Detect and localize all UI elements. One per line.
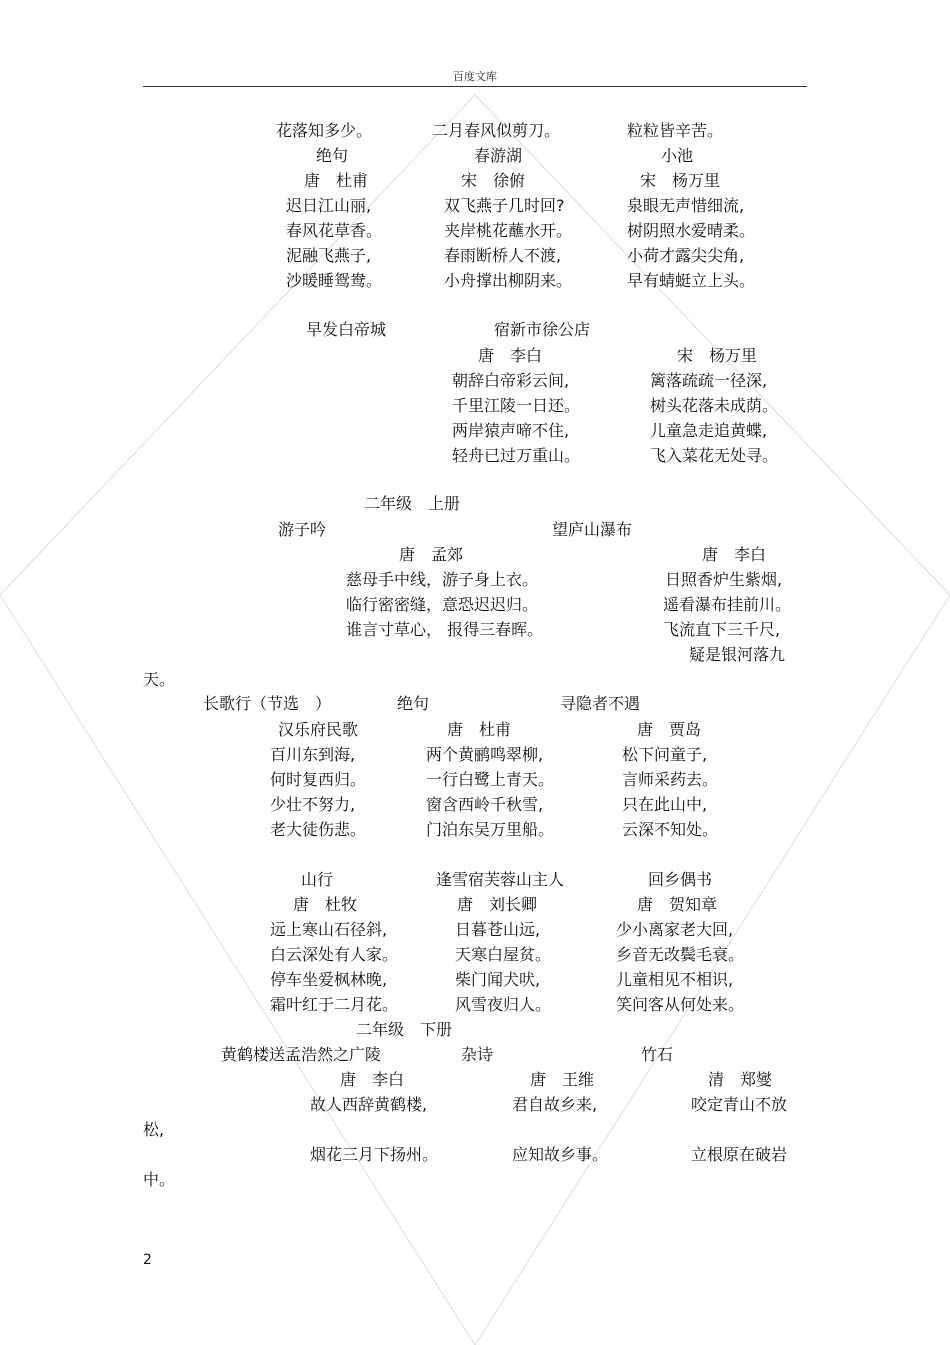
text-line: 黄鹤楼送孟浩然之广陵	[221, 1045, 382, 1064]
text-line: 夹岸桃花蘸水开。	[444, 221, 573, 240]
text-line: 唐 李白	[340, 1070, 405, 1089]
text-line: 疑是银河落九	[689, 645, 786, 664]
text-line: 寻隐者不遇	[560, 694, 641, 713]
text-line: 中。	[143, 1170, 176, 1189]
text-line: 轻舟已过万重山。	[452, 446, 581, 465]
text-line: 笑问客从何处来。	[616, 995, 745, 1014]
text-line: 慈母手中线，游子身上衣。	[346, 570, 539, 589]
text-line: 老大徒伤悲。	[270, 820, 367, 839]
text-line: 唐 贾岛	[637, 720, 702, 739]
text-line: 二年级 上册	[364, 494, 461, 513]
text-line: 云深不知处。	[622, 820, 719, 839]
text-line: 树头花落未成荫。	[650, 396, 779, 415]
text-line: 唐 杜甫	[304, 171, 369, 190]
text-line: 立根原在破岩	[691, 1145, 788, 1164]
text-line: 宋 徐俯	[461, 171, 526, 190]
text-line: 唐 李白	[478, 346, 543, 365]
text-line: 应知故乡事。	[512, 1145, 609, 1164]
text-line: 唐 刘长卿	[457, 895, 538, 914]
page-number: 2	[143, 1252, 152, 1268]
text-line: 竹石	[641, 1045, 674, 1064]
text-line: 唐 杜甫	[447, 720, 512, 739]
text-line: 回乡偶书	[648, 870, 713, 889]
text-line: 烟花三月下扬州。	[310, 1145, 439, 1164]
text-line: 春游湖	[474, 146, 523, 165]
text-line: 唐 贺知章	[637, 895, 718, 914]
text-line: 两岸猿声啼不住,	[452, 421, 570, 440]
text-line: 千里江陵一日还。	[452, 396, 581, 415]
text-line: 远上寒山石径斜,	[270, 920, 388, 939]
text-line: 游子吟	[278, 520, 327, 539]
text-line: 临行密密缝，意恐迟迟归。	[346, 595, 539, 614]
text-line: 天寒白屋贫。	[455, 945, 552, 964]
text-line: 霜叶红于二月花。	[270, 995, 399, 1014]
header-title: 百度文库	[453, 70, 497, 83]
text-line: 二年级 下册	[356, 1020, 453, 1039]
text-line: 长歌行（节选 ）	[203, 694, 332, 713]
text-line: 松下问童子,	[622, 745, 708, 764]
text-line: 白云深处有人家。	[270, 945, 399, 964]
text-line: 望庐山瀑布	[552, 520, 633, 539]
text-line: 迟日江山丽,	[286, 196, 372, 215]
text-line: 日照香炉生紫烟,	[665, 570, 783, 589]
text-line: 松,	[143, 1120, 165, 1139]
text-line: 飞入菜花无处寻。	[650, 446, 779, 465]
text-line: 泉眼无声惜细流,	[627, 196, 745, 215]
text-line: 遥看瀑布挂前川。	[663, 595, 792, 614]
text-line: 日暮苍山远,	[455, 920, 541, 939]
text-line: 小舟撑出柳阴来。	[444, 271, 573, 290]
text-line: 君自故乡来,	[512, 1095, 598, 1114]
text-line: 逢雪宿芙蓉山主人	[436, 870, 565, 889]
text-line: 天。	[143, 670, 176, 689]
text-line: 宋 杨万里	[677, 346, 758, 365]
text-line: 绝句	[397, 694, 430, 713]
text-line: 早有蜻蜓立上头。	[627, 271, 756, 290]
text-line: 唐 杜牧	[293, 895, 358, 914]
text-line: 花落知多少。	[276, 121, 373, 140]
text-line: 咬定青山不放	[691, 1095, 788, 1114]
text-line: 清 郑燮	[708, 1070, 773, 1089]
text-line: 泥融飞燕子,	[286, 246, 372, 265]
text-line: 两个黄鹂鸣翠柳,	[426, 745, 544, 764]
text-line: 乡音无改鬓毛衰。	[616, 945, 745, 964]
text-line: 小池	[661, 146, 694, 165]
text-line: 小荷才露尖尖角,	[627, 246, 745, 265]
text-line: 春雨断桥人不渡,	[444, 246, 562, 265]
text-line: 唐 孟郊	[399, 545, 464, 564]
text-line: 停车坐爱枫林晚,	[270, 970, 388, 989]
text-line: 宋 杨万里	[640, 171, 721, 190]
text-line: 二月春风似剪刀。	[432, 121, 561, 140]
text-line: 儿童相见不相识,	[616, 970, 734, 989]
text-line: 唐 李白	[702, 545, 767, 564]
text-line: 故人西辞黄鹤楼,	[310, 1095, 428, 1114]
text-line: 汉乐府民歌	[278, 720, 359, 739]
text-line: 宿新市徐公店	[494, 320, 591, 339]
text-line: 杂诗	[461, 1045, 494, 1064]
text-line: 何时复西归。	[270, 770, 367, 789]
text-line: 唐 王维	[530, 1070, 595, 1089]
text-line: 门泊东吴万里船。	[426, 820, 555, 839]
text-line: 谁言寸草心， 报得三春晖。	[346, 620, 544, 639]
text-line: 窗含西岭千秋雪,	[426, 795, 544, 814]
text-line: 百川东到海,	[270, 745, 356, 764]
text-line: 山行	[301, 870, 334, 889]
text-line: 绝句	[316, 146, 349, 165]
text-line: 柴门闻犬吠,	[455, 970, 541, 989]
text-line: 少小离家老大回,	[616, 920, 734, 939]
text-line: 春风花草香。	[286, 221, 383, 240]
text-line: 粒粒皆辛苦。	[627, 121, 724, 140]
text-line: 只在此山中,	[622, 795, 708, 814]
header-divider	[143, 86, 807, 87]
text-line: 飞流直下三千尺,	[663, 620, 781, 639]
text-line: 朝辞白帝彩云间,	[452, 371, 570, 390]
text-line: 少壮不努力,	[270, 795, 356, 814]
text-line: 早发白帝城	[306, 320, 387, 339]
text-line: 儿童急走追黄蝶,	[650, 421, 768, 440]
text-line: 双飞燕子几时回?	[444, 196, 565, 215]
text-line: 风雪夜归人。	[455, 995, 552, 1014]
text-line: 沙暖睡鸳鸯。	[286, 271, 383, 290]
text-line: 篱落疏疏一径深,	[650, 371, 768, 390]
text-line: 树阴照水爱晴柔。	[627, 221, 756, 240]
text-line: 言师采药去。	[622, 770, 719, 789]
text-line: 一行白鹭上青天。	[426, 770, 555, 789]
